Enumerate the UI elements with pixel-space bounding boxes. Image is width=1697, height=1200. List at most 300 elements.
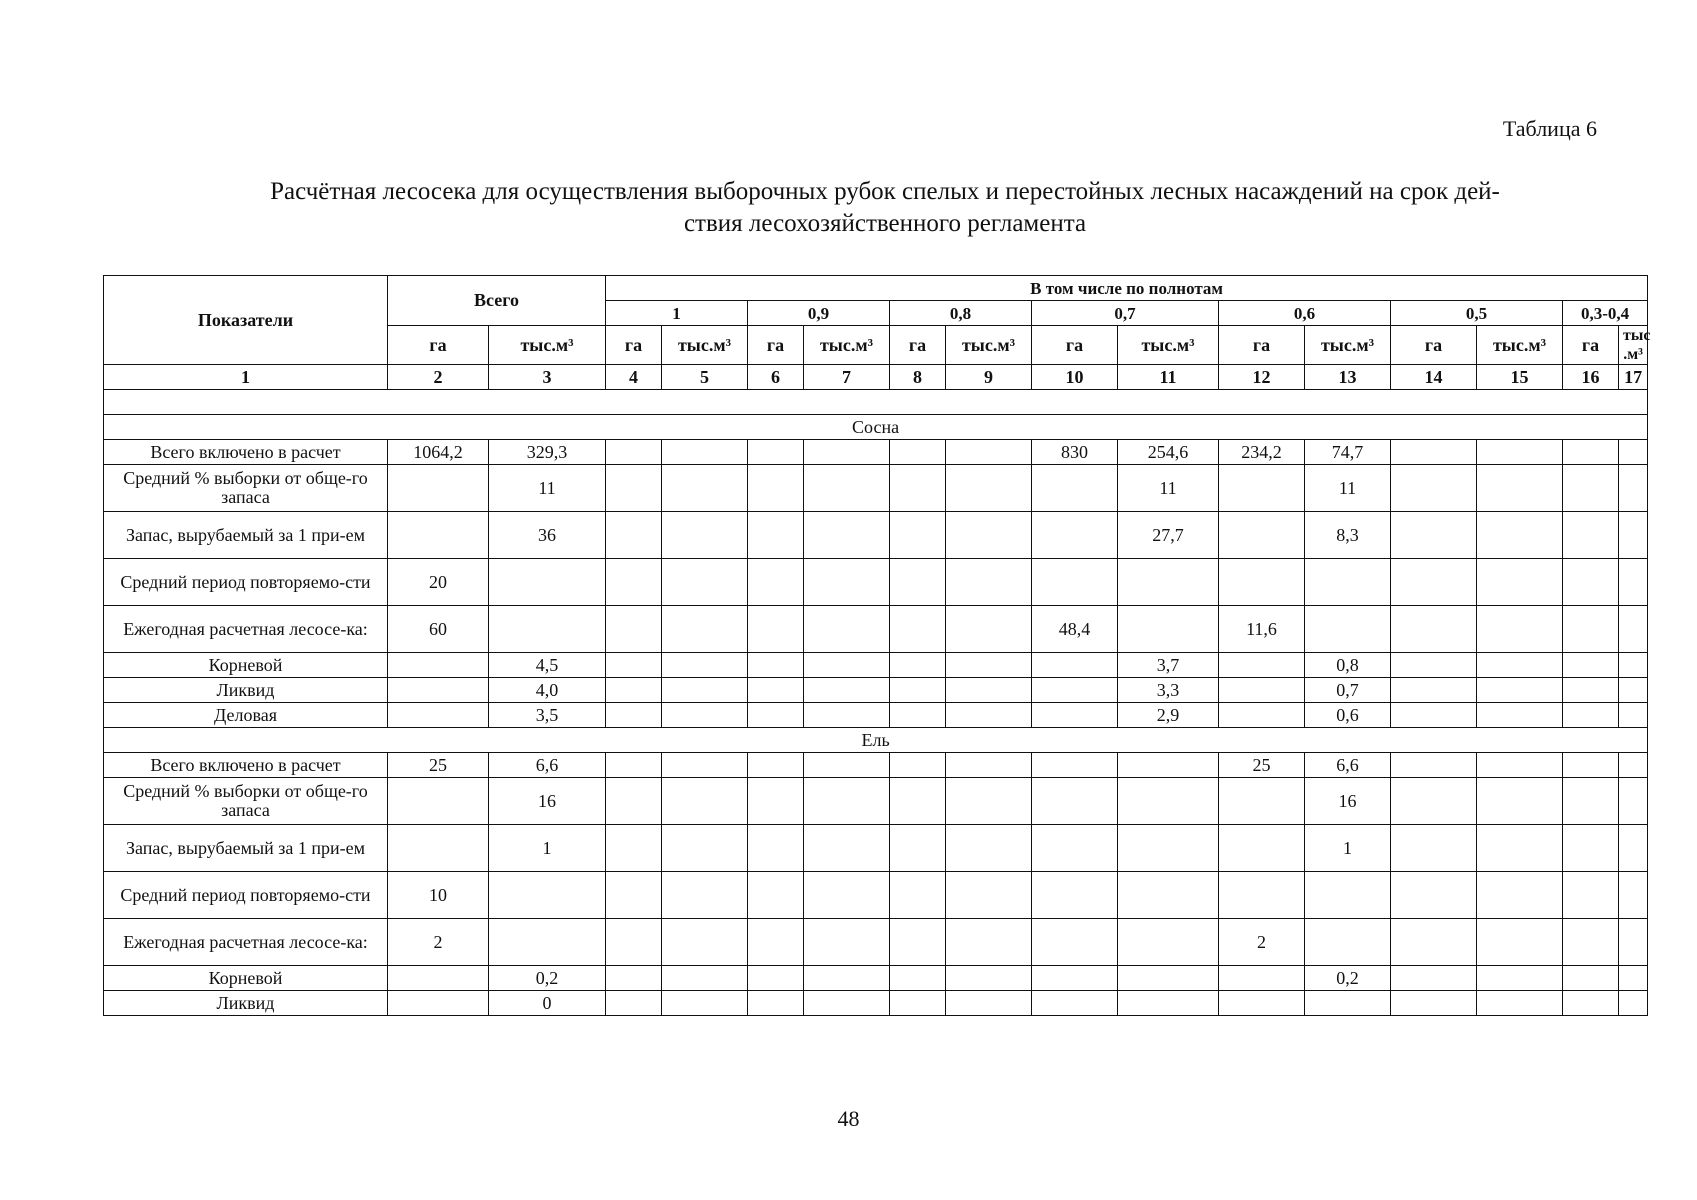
- table-cell: 36: [489, 512, 606, 559]
- table-cell: [489, 872, 606, 919]
- table-cell: [890, 653, 946, 678]
- header-unit-ha: га: [1032, 326, 1118, 365]
- table-cell: [662, 465, 748, 512]
- header-unit-volume: тыс.м³: [662, 326, 748, 365]
- table-cell: [1619, 825, 1648, 872]
- table-cell: [946, 703, 1032, 728]
- header-unit-volume: тыс.м³: [1305, 326, 1391, 365]
- table-cell: [1032, 872, 1118, 919]
- table-cell: 74,7: [1305, 440, 1391, 465]
- row-label: Ежегодная расчетная лесосе-ка:: [104, 919, 388, 966]
- table-cell: [804, 966, 890, 991]
- table-row: [104, 465, 1648, 512]
- table-cell: [1619, 991, 1648, 1016]
- table-cell: 48,4: [1032, 606, 1118, 653]
- table-cell: [804, 512, 890, 559]
- table-cell: 0: [489, 991, 606, 1016]
- header-unit-ha: га: [388, 326, 489, 365]
- table-cell: [804, 753, 890, 778]
- row-label: Запас, вырубаемый за 1 при-ем: [104, 512, 388, 559]
- header-unit-volume: тыс.м³: [804, 326, 890, 365]
- table-cell: 25: [388, 753, 489, 778]
- row-label: Деловая: [104, 703, 388, 728]
- table-cell: 11: [1305, 465, 1391, 512]
- table-cell: [890, 512, 946, 559]
- table-cell: [1219, 872, 1305, 919]
- table-cell: [748, 753, 804, 778]
- table-cell: [946, 919, 1032, 966]
- column-number-cell: 1: [104, 365, 388, 390]
- table-cell: [489, 606, 606, 653]
- table-cell: [804, 703, 890, 728]
- table-cell: [1391, 440, 1477, 465]
- table-cell: 1: [489, 825, 606, 872]
- table-cell: [1563, 991, 1619, 1016]
- table-cell: [606, 703, 662, 728]
- table-row: [104, 703, 1648, 728]
- table-cell: [662, 966, 748, 991]
- table-cell: 60: [388, 606, 489, 653]
- table-cell: [748, 653, 804, 678]
- table-cell: [804, 991, 890, 1016]
- table-cell: [1118, 872, 1219, 919]
- table-cell: [1219, 966, 1305, 991]
- table-cell: [748, 678, 804, 703]
- table-cell: [1563, 778, 1619, 825]
- table-cell: [1219, 559, 1305, 606]
- table-cell: [1032, 991, 1118, 1016]
- table-row: [104, 778, 1648, 825]
- table-cell: 1064,2: [388, 440, 489, 465]
- table-cell: [946, 440, 1032, 465]
- table-cell: [1032, 966, 1118, 991]
- table-cell: 2: [1219, 919, 1305, 966]
- header-by-density: В том числе по полнотам: [606, 276, 1648, 301]
- table-cell: [388, 778, 489, 825]
- column-number-cell: 13: [1305, 365, 1391, 390]
- header-density-0-3-0-4: 0,3-0,4: [1563, 301, 1648, 326]
- column-number-cell: 9: [946, 365, 1032, 390]
- table-cell: [890, 753, 946, 778]
- table-cell: [606, 872, 662, 919]
- table-cell: 25: [1219, 753, 1305, 778]
- table-cell: [748, 606, 804, 653]
- table-cell: [388, 703, 489, 728]
- table-cell: [1118, 991, 1219, 1016]
- table-cell: [662, 919, 748, 966]
- table-cell: [1391, 825, 1477, 872]
- table-cell: [1118, 825, 1219, 872]
- table-cell: [1477, 919, 1563, 966]
- table-cell: [1477, 440, 1563, 465]
- table-cell: 11,6: [1219, 606, 1305, 653]
- header-unit-ha: га: [1219, 326, 1305, 365]
- table-cell: [1477, 512, 1563, 559]
- table-cell: [1391, 465, 1477, 512]
- table-cell: [1563, 559, 1619, 606]
- table-cell: [1391, 678, 1477, 703]
- table-cell: [1391, 512, 1477, 559]
- table-cell: [890, 465, 946, 512]
- table-cell: 11: [1118, 465, 1219, 512]
- table-cell: [662, 825, 748, 872]
- column-number-cell: 3: [489, 365, 606, 390]
- table-cell: 4,0: [489, 678, 606, 703]
- row-label: Запас, вырубаемый за 1 при-ем: [104, 825, 388, 872]
- table-cell: [662, 512, 748, 559]
- category-banner: [104, 390, 1648, 415]
- document-title: [180, 176, 1590, 240]
- title-line-2: ствия лесохозяйственного регламента: [683, 210, 1087, 237]
- table-cell: [1391, 753, 1477, 778]
- table-cell: [1563, 512, 1619, 559]
- title-line-1: Расчётная лесосека для осуществления выборочных рубок спелых и перестойных лесных насаждений на срок дей-: [270, 178, 1500, 205]
- header-unit-ha: га: [1391, 326, 1477, 365]
- table-cell: 6,6: [489, 753, 606, 778]
- table-cell: [1477, 966, 1563, 991]
- table-cell: 0,7: [1305, 678, 1391, 703]
- table-cell: [1563, 653, 1619, 678]
- table-cell: [1391, 778, 1477, 825]
- table-row: [104, 440, 1648, 465]
- table-cell: [606, 653, 662, 678]
- table-cell: [804, 559, 890, 606]
- table-cell: [946, 825, 1032, 872]
- table-cell: [1032, 465, 1118, 512]
- table-cell: [606, 991, 662, 1016]
- table-cell: [1619, 966, 1648, 991]
- table-cell: [1563, 872, 1619, 919]
- table-row: [104, 825, 1648, 872]
- table-cell: [946, 606, 1032, 653]
- column-number-cell: 16: [1563, 365, 1619, 390]
- table-row: [104, 512, 1648, 559]
- table-cell: [1118, 606, 1219, 653]
- table-cell: [662, 440, 748, 465]
- table-cell: [890, 825, 946, 872]
- row-label: Корневой: [104, 966, 388, 991]
- table-cell: [662, 778, 748, 825]
- header-density-0-8: 0,8: [890, 301, 1032, 326]
- table-cell: [748, 465, 804, 512]
- header-density-0-9: 0,9: [748, 301, 890, 326]
- table-cell: [804, 825, 890, 872]
- table-cell: [662, 559, 748, 606]
- header-indicator: Показатели: [104, 276, 388, 365]
- header-unit-volume: тыс.м³: [946, 326, 1032, 365]
- table-cell: [748, 966, 804, 991]
- table-cell: 0,2: [1305, 966, 1391, 991]
- table-cell: [804, 465, 890, 512]
- table-row: [104, 559, 1648, 606]
- table-cell: [1219, 678, 1305, 703]
- column-number-cell: 10: [1032, 365, 1118, 390]
- header-density-0-7: 0,7: [1032, 301, 1219, 326]
- table-cell: [1477, 778, 1563, 825]
- table-cell: [1477, 991, 1563, 1016]
- table-cell: [388, 465, 489, 512]
- table-cell: [1219, 703, 1305, 728]
- table-cell: [804, 440, 890, 465]
- table-cell: [1118, 778, 1219, 825]
- table-cell: 254,6: [1118, 440, 1219, 465]
- table-cell: [1219, 778, 1305, 825]
- row-label: Средний период повторяемо-сти: [104, 559, 388, 606]
- header-unit-ha: га: [1563, 326, 1619, 365]
- header-unit-volume: тыс.м³: [1118, 326, 1219, 365]
- table-cell: [946, 678, 1032, 703]
- species-heading: Ель: [104, 728, 1648, 753]
- table-cell: [1118, 919, 1219, 966]
- species-row: [104, 728, 1648, 753]
- column-number-cell: 2: [388, 365, 489, 390]
- table-number: Таблица 6: [1502, 116, 1597, 141]
- column-number-cell: 7: [804, 365, 890, 390]
- column-number-cell: 12: [1219, 365, 1305, 390]
- table-cell: [946, 512, 1032, 559]
- table-cell: [1563, 919, 1619, 966]
- table-cell: [1619, 512, 1648, 559]
- table-cell: [662, 991, 748, 1016]
- column-number-cell: 5: [662, 365, 748, 390]
- table-cell: [1619, 465, 1648, 512]
- table-cell: [1391, 703, 1477, 728]
- table-cell: [1032, 653, 1118, 678]
- table-cell: [890, 606, 946, 653]
- table-cell: [662, 703, 748, 728]
- table-cell: [804, 678, 890, 703]
- header-density-1: 1: [606, 301, 748, 326]
- table-cell: [388, 678, 489, 703]
- table-cell: [1619, 653, 1648, 678]
- table-cell: 11: [489, 465, 606, 512]
- column-number-cell: 14: [1391, 365, 1477, 390]
- table-cell: [890, 919, 946, 966]
- table-cell: [606, 440, 662, 465]
- table-cell: [1032, 825, 1118, 872]
- table-cell: [1563, 825, 1619, 872]
- row-label: Средний % выборки от обще-го запаса: [104, 778, 388, 825]
- table-cell: [606, 559, 662, 606]
- table-cell: [1563, 966, 1619, 991]
- table-cell: [946, 465, 1032, 512]
- table-cell: 6,6: [1305, 753, 1391, 778]
- row-label: Всего включено в расчет: [104, 440, 388, 465]
- table-cell: [606, 753, 662, 778]
- column-number-cell: 17: [1619, 365, 1648, 390]
- table-cell: 20: [388, 559, 489, 606]
- table-cell: [890, 678, 946, 703]
- table-cell: [804, 606, 890, 653]
- table-cell: [1032, 703, 1118, 728]
- table-cell: [1563, 606, 1619, 653]
- column-number-cell: 11: [1118, 365, 1219, 390]
- species-row: [104, 415, 1648, 440]
- table-cell: [1118, 753, 1219, 778]
- table-cell: [662, 653, 748, 678]
- table-cell: [1219, 991, 1305, 1016]
- table-cell: [1118, 966, 1219, 991]
- header-density-0-6: 0,6: [1219, 301, 1391, 326]
- table-body: [104, 390, 1648, 1016]
- table-row: [104, 966, 1648, 991]
- page-number: 48: [837, 1106, 860, 1131]
- table-cell: 0,6: [1305, 703, 1391, 728]
- table-cell: [1305, 919, 1391, 966]
- table-cell: [748, 825, 804, 872]
- row-label: Ликвид: [104, 991, 388, 1016]
- table-cell: [662, 753, 748, 778]
- table-cell: [388, 653, 489, 678]
- table-cell: 3,5: [489, 703, 606, 728]
- table-cell: [1391, 991, 1477, 1016]
- table-cell: [1219, 653, 1305, 678]
- species-heading: Сосна: [104, 415, 1648, 440]
- table-cell: [1305, 991, 1391, 1016]
- table-cell: [489, 919, 606, 966]
- table-cell: [1305, 872, 1391, 919]
- table-cell: [1219, 512, 1305, 559]
- table-cell: [1032, 512, 1118, 559]
- table-cell: 16: [489, 778, 606, 825]
- table-cell: [890, 991, 946, 1016]
- table-cell: [1619, 440, 1648, 465]
- table-cell: [1563, 703, 1619, 728]
- table-cell: [606, 606, 662, 653]
- table-cell: [1563, 465, 1619, 512]
- table-cell: 0,8: [1305, 653, 1391, 678]
- row-label: Средний период повторяемо-сти: [104, 872, 388, 919]
- table-row: [104, 919, 1648, 966]
- header-unit-volume: тыс.м³: [1477, 326, 1563, 365]
- cutting-area-table: [103, 275, 1651, 1016]
- header-density-0-5: 0,5: [1391, 301, 1563, 326]
- table-cell: 2: [388, 919, 489, 966]
- table-cell: [946, 559, 1032, 606]
- table-cell: [606, 778, 662, 825]
- table-cell: [1477, 825, 1563, 872]
- table-cell: [804, 653, 890, 678]
- table-row: [104, 653, 1648, 678]
- table-cell: 3,7: [1118, 653, 1219, 678]
- table-cell: [1391, 872, 1477, 919]
- table-cell: [1305, 606, 1391, 653]
- table-row: [104, 678, 1648, 703]
- table-cell: [748, 440, 804, 465]
- column-number-row: [104, 365, 1648, 390]
- table-cell: 10: [388, 872, 489, 919]
- table-cell: [1032, 678, 1118, 703]
- header-total: Всего: [388, 276, 606, 326]
- table-cell: [1477, 703, 1563, 728]
- row-label: Ежегодная расчетная лесосе-ка:: [104, 606, 388, 653]
- table-cell: [748, 872, 804, 919]
- table-cell: [388, 966, 489, 991]
- table-cell: [1391, 606, 1477, 653]
- table-cell: [1619, 606, 1648, 653]
- table-cell: [606, 966, 662, 991]
- table-cell: [1032, 919, 1118, 966]
- table-cell: [1219, 465, 1305, 512]
- table-cell: [748, 919, 804, 966]
- table-cell: [489, 559, 606, 606]
- row-label: Всего включено в расчет: [104, 753, 388, 778]
- table-cell: [1391, 559, 1477, 606]
- table-cell: [1032, 753, 1118, 778]
- table-cell: [804, 919, 890, 966]
- table-cell: 1: [1305, 825, 1391, 872]
- table-cell: [1391, 919, 1477, 966]
- table-cell: [1477, 606, 1563, 653]
- table-row: [104, 606, 1648, 653]
- table-cell: [804, 872, 890, 919]
- table-cell: 0,2: [489, 966, 606, 991]
- table-cell: [388, 825, 489, 872]
- row-label: Ликвид: [104, 678, 388, 703]
- header-unit-volume: тыс.м³: [489, 326, 606, 365]
- category-row: [104, 390, 1648, 415]
- table-row: [104, 753, 1648, 778]
- table-cell: [662, 678, 748, 703]
- table-cell: [606, 678, 662, 703]
- table-cell: [946, 872, 1032, 919]
- table-cell: 16: [1305, 778, 1391, 825]
- table-cell: 8,3: [1305, 512, 1391, 559]
- table-cell: [1391, 653, 1477, 678]
- row-label: Средний % выборки от обще-го запаса: [104, 465, 388, 512]
- table-cell: [606, 465, 662, 512]
- table-cell: [946, 778, 1032, 825]
- table-cell: [1619, 753, 1648, 778]
- table-cell: [1032, 559, 1118, 606]
- table-cell: 4,5: [489, 653, 606, 678]
- table-cell: [606, 825, 662, 872]
- table-cell: [748, 778, 804, 825]
- header-unit-volume-last: тыс .м³: [1619, 326, 1648, 365]
- table-cell: 3,3: [1118, 678, 1219, 703]
- table-cell: [662, 606, 748, 653]
- column-number-cell: 4: [606, 365, 662, 390]
- column-number-cell: 15: [1477, 365, 1563, 390]
- table-cell: 234,2: [1219, 440, 1305, 465]
- table-cell: [890, 559, 946, 606]
- table-cell: [946, 753, 1032, 778]
- table-cell: [606, 512, 662, 559]
- column-number-cell: 6: [748, 365, 804, 390]
- table-cell: [748, 703, 804, 728]
- table-cell: [804, 778, 890, 825]
- header-unit-ha: га: [890, 326, 946, 365]
- table-cell: [1619, 872, 1648, 919]
- table-cell: [890, 872, 946, 919]
- header-unit-ha: га: [748, 326, 804, 365]
- table-cell: [946, 966, 1032, 991]
- table-cell: [1563, 440, 1619, 465]
- table-cell: [748, 991, 804, 1016]
- table-cell: [1477, 465, 1563, 512]
- table-cell: [1563, 678, 1619, 703]
- table-cell: [1477, 678, 1563, 703]
- table-cell: [1619, 559, 1648, 606]
- table-cell: [1619, 703, 1648, 728]
- table-cell: [748, 559, 804, 606]
- table-cell: 27,7: [1118, 512, 1219, 559]
- table-cell: [946, 991, 1032, 1016]
- row-label: Корневой: [104, 653, 388, 678]
- table-cell: [1563, 753, 1619, 778]
- table-cell: [1219, 825, 1305, 872]
- table-cell: [1391, 966, 1477, 991]
